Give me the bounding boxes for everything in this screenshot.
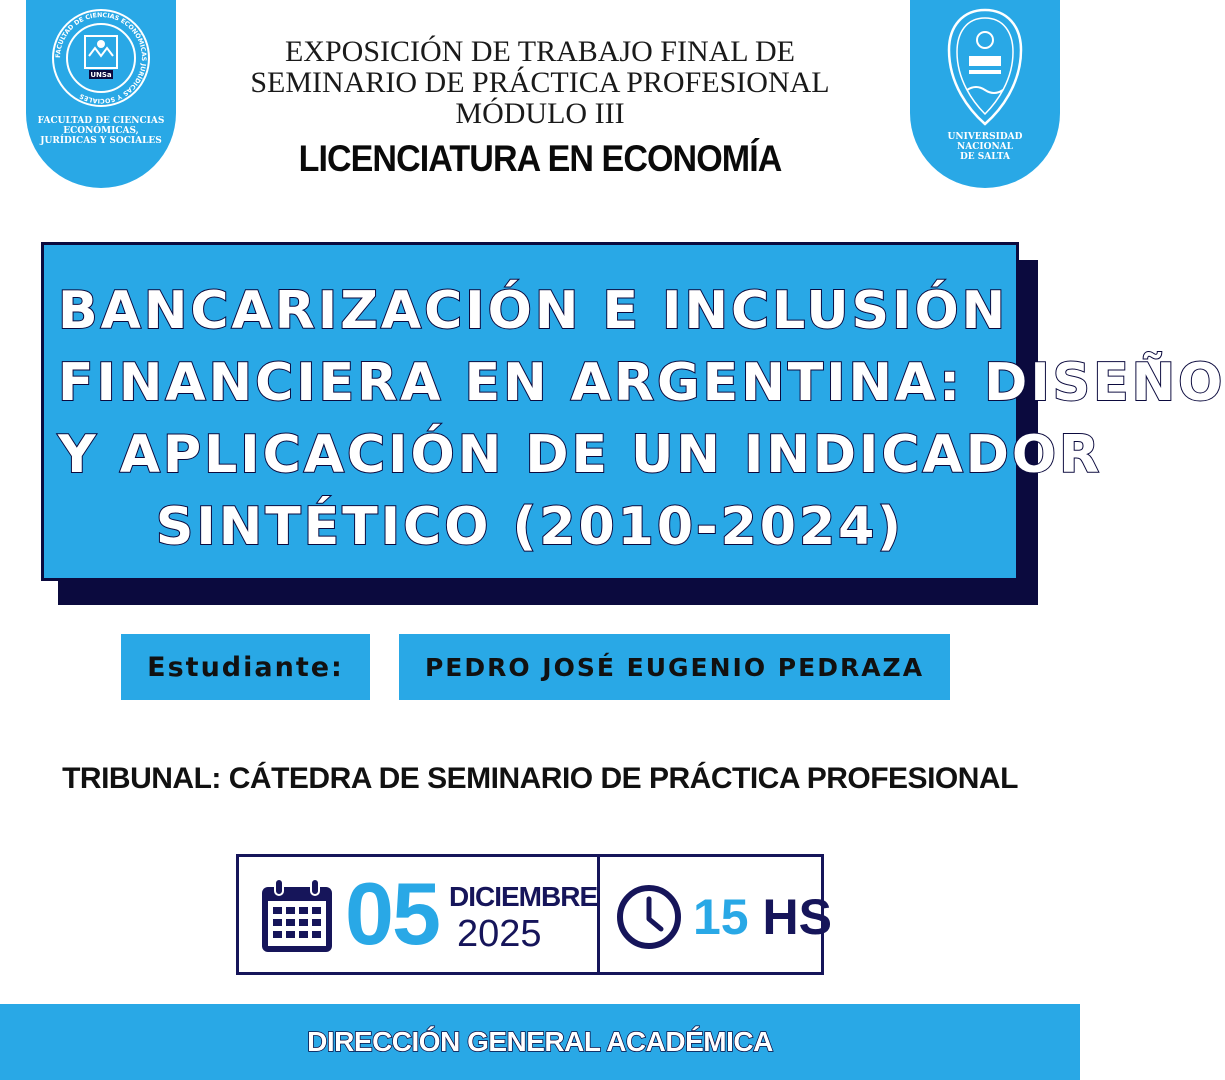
- thesis-title: [44, 275, 1225, 563]
- event-time: [693, 887, 832, 947]
- student-name: PEDRO JOSÉ EUGENIO PEDRAZA: [424, 652, 925, 682]
- student-label: [121, 634, 370, 700]
- career-title: LICENCIATURA EN ECONOMÍA: [298, 138, 782, 179]
- thesis-title-line: SINTÉTICO (2010-2024): [155, 497, 905, 557]
- event-year: 2025: [457, 913, 542, 955]
- footer-bar: [0, 1004, 1080, 1080]
- event-month: DICIEMBRE: [449, 881, 598, 912]
- event-day: 05: [345, 864, 439, 963]
- svg-text:FACULTAD DE CIENCIAS ECONÓMICA: [55, 12, 147, 104]
- thesis-title-line: FINANCIERA EN ARGENTINA: DISEÑO: [58, 353, 1225, 413]
- university-caption: UNIVERSIDAD NACIONAL DE SALTA: [947, 132, 1023, 162]
- footer-text: DIRECCIÓN GENERAL ACADÉMICA: [307, 1026, 773, 1057]
- faculty-caption: FACULTAD DE CIENCIAS ECONÓMICAS, JURÍDICAS Y SOCIALES: [37, 116, 165, 146]
- university-logo-badge: [910, 0, 1060, 188]
- date-time-box: [236, 854, 832, 975]
- thesis-title-line: BANCARIZACIÓN E INCLUSIÓN: [58, 281, 1009, 341]
- faculty-ring-text: FACULTAD DE CIENCIAS ECONÓMICAS JURÍDICAS Y SOCIALES: [54, 11, 148, 105]
- student-label-text: Estudiante:: [147, 651, 344, 683]
- event-heading: [190, 36, 890, 129]
- heading-line-3: MÓDULO III: [455, 97, 625, 130]
- faculty-logo-badge: [26, 0, 176, 188]
- date-divider: [597, 857, 600, 972]
- heading-line-1: EXPOSICIÓN DE TRABAJO FINAL DE: [284, 35, 795, 68]
- calendar-icon: [259, 877, 335, 955]
- student-name-box: [399, 634, 950, 700]
- event-hour-unit: HS: [762, 889, 832, 945]
- tribunal-text: TRIBUNAL: CÁTEDRA DE SEMINARIO DE PRÁCTICA PROFESIONAL: [62, 762, 1018, 795]
- faculty-emblem-icon: [49, 6, 153, 110]
- unsa-mark: UNSa: [90, 71, 112, 79]
- event-hour: 15: [693, 889, 749, 945]
- heading-line-2: SEMINARIO DE PRÁCTICA PROFESIONAL: [250, 66, 830, 99]
- university-shield-icon: [933, 6, 1037, 130]
- thesis-title-box: [41, 242, 1225, 581]
- thesis-title-line: Y APLICACIÓN DE UN INDICADOR: [58, 425, 1103, 485]
- clock-icon: [615, 883, 683, 951]
